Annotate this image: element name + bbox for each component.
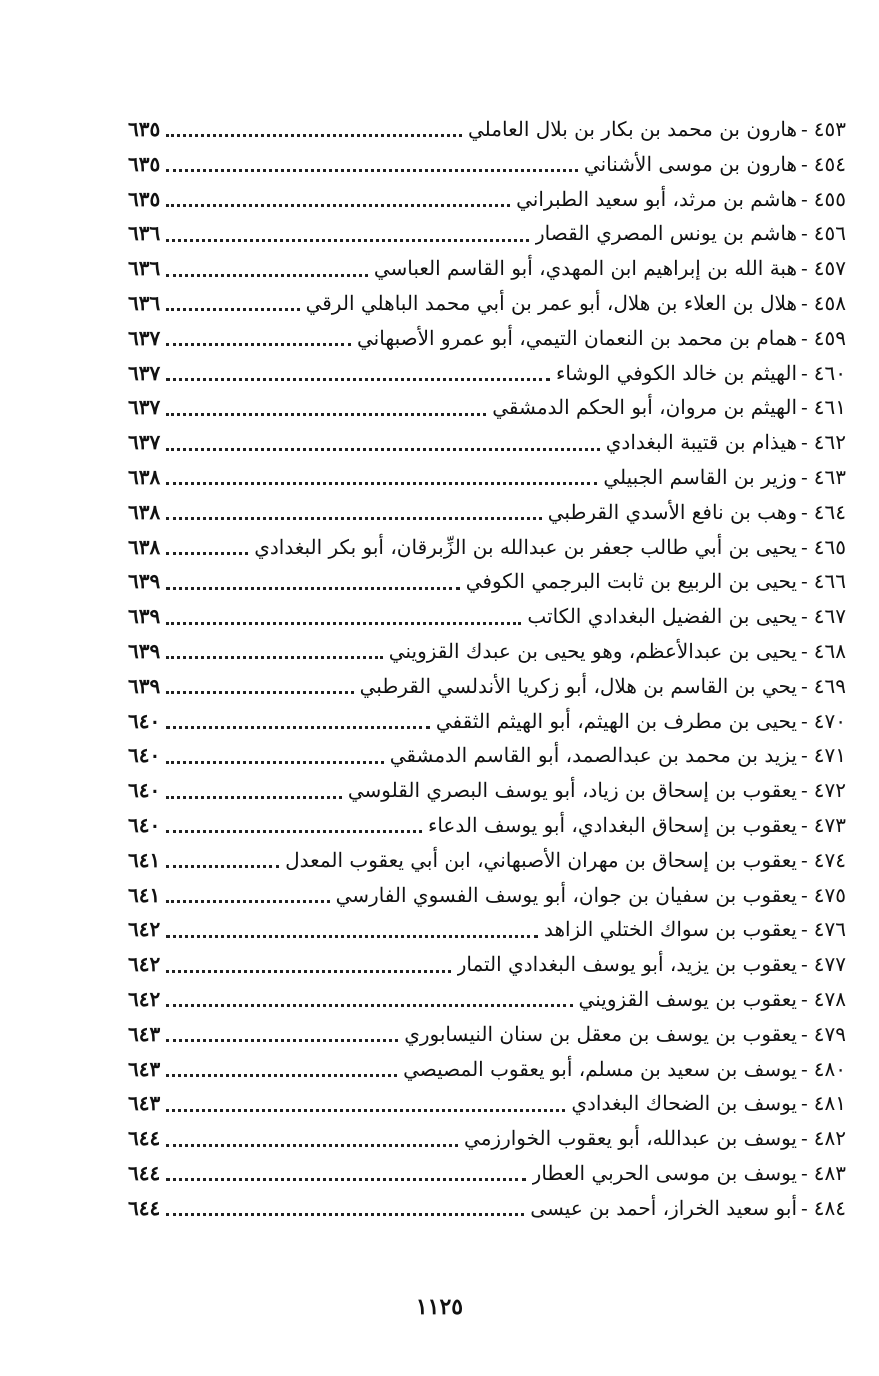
entry-title: يحيى بن الربيع بن ثابت البرجمي الكوفي — [465, 569, 797, 594]
entry-page-number: ٦٤٤ — [128, 1195, 161, 1220]
toc-entry — [128, 808, 846, 843]
entry-separator: - — [801, 290, 808, 315]
entry-number: ٤٨١ — [813, 1091, 846, 1116]
dot-leader — [166, 1177, 525, 1181]
entry-number: ٤٥٦ — [813, 221, 846, 246]
entry-page-number: ٦٤٤ — [128, 1160, 161, 1185]
entry-page-number: ٦٤٢ — [128, 986, 161, 1011]
toc-entry — [128, 216, 846, 251]
entry-page-number: ٦٣٧ — [128, 430, 161, 455]
entry-separator: - — [801, 151, 808, 176]
entry-page-number: ٦٣٥ — [128, 186, 161, 211]
entry-number: ٤٧٨ — [813, 986, 846, 1011]
toc-entry — [128, 321, 846, 356]
entry-separator: - — [801, 360, 808, 385]
entry-separator: - — [801, 1021, 808, 1046]
entry-separator: - — [801, 882, 808, 907]
entry-title: الهيثم بن خالد الكوفي الوشاء — [555, 360, 797, 385]
page-number: ١١٢٥ — [415, 1294, 464, 1320]
toc-entry — [128, 599, 846, 634]
dot-leader — [166, 377, 550, 381]
entry-title: يوسف بن الضحاك البغدادي — [571, 1091, 797, 1116]
dot-leader — [166, 1003, 572, 1007]
entry-title: يحيى بن مطرف بن الهيثم، أبو الهيثم الثقفي — [435, 708, 797, 733]
dot-leader — [166, 203, 510, 207]
toc-entry — [128, 182, 846, 217]
entry-title: يحي بن القاسم بن هلال، أبو زكريا الأندلسي القرطبي — [359, 673, 797, 698]
toc-entry — [128, 1191, 846, 1226]
entry-title: وزير بن القاسم الجبيلي — [603, 464, 797, 489]
dot-leader — [166, 1212, 524, 1216]
entry-separator: - — [801, 812, 808, 837]
entry-separator: - — [801, 778, 808, 803]
entry-title: هاشم بن مرثد، أبو سعيد الطبراني — [516, 186, 797, 211]
toc-entry — [128, 564, 846, 599]
entry-number: ٤٨٢ — [813, 1126, 846, 1151]
toc-entry — [128, 738, 846, 773]
entry-number: ٤٧٩ — [813, 1021, 846, 1046]
toc-entry — [128, 1017, 846, 1052]
entry-separator: - — [801, 708, 808, 733]
entry-page-number: ٦٣٥ — [128, 117, 161, 141]
entry-title: يعقوب بن إسحاق بن زياد، أبو يوسف البصري القلوسي — [347, 778, 797, 803]
dot-leader — [166, 1143, 458, 1147]
entry-number: ٤٨٤ — [813, 1195, 846, 1220]
entry-separator: - — [801, 986, 808, 1011]
entry-number: ٤٧٥ — [813, 882, 846, 907]
dot-leader — [166, 1073, 397, 1077]
toc-entry — [128, 947, 846, 982]
entry-number: ٤٧٣ — [813, 812, 846, 837]
entry-page-number: ٦٤٠ — [128, 778, 161, 803]
entry-page-number: ٦٣٦ — [128, 256, 161, 281]
toc-entry — [128, 530, 846, 565]
dot-leader — [166, 899, 329, 903]
entry-number: ٤٧٧ — [813, 952, 846, 977]
entry-page-number: ٦٤٢ — [128, 952, 161, 977]
entry-page-number: ٦٣٧ — [128, 395, 161, 420]
entry-separator: - — [801, 1091, 808, 1116]
dot-leader — [166, 586, 459, 590]
entry-page-number: ٦٣٩ — [128, 638, 161, 663]
entry-separator: - — [801, 430, 808, 455]
entry-number: ٤٦٢ — [813, 430, 846, 455]
entry-title: يوسف بن سعيد بن مسلم، أبو يعقوب المصيصي — [403, 1056, 797, 1081]
entry-page-number: ٦٣٩ — [128, 569, 161, 594]
entry-page-number: ٦٣٨ — [128, 534, 161, 559]
entry-separator: - — [801, 569, 808, 594]
dot-leader — [166, 725, 430, 729]
entry-separator: - — [801, 1126, 808, 1151]
entry-number: ٤٦١ — [813, 395, 846, 420]
entry-page-number: ٦٣٦ — [128, 221, 161, 246]
entry-separator: - — [801, 464, 808, 489]
entry-number: ٤٧٦ — [813, 917, 846, 942]
entry-title: يعقوب بن يزيد، أبو يوسف البغدادي التمار — [456, 952, 797, 977]
entry-title: يوسف بن عبدالله، أبو يعقوب الخوارزمي — [464, 1126, 797, 1151]
entry-title: يعقوب بن يوسف القزويني — [578, 986, 797, 1011]
entry-number: ٤٧٠ — [813, 708, 846, 733]
entry-separator: - — [801, 325, 808, 350]
entry-title: يعقوب بن سواك الختلي الزاهد — [543, 917, 797, 942]
entry-number: ٤٦٣ — [813, 464, 846, 489]
entry-separator: - — [801, 847, 808, 872]
entry-page-number: ٦٣٨ — [128, 464, 161, 489]
entry-separator: - — [801, 952, 808, 977]
toc-entry — [128, 112, 846, 147]
entry-number: ٤٦٦ — [813, 569, 846, 594]
entry-title: هلال بن العلاء بن هلال، أبو عمر بن أبي محمد الباهلي الرقي — [305, 290, 797, 315]
entry-page-number: ٦٣٦ — [128, 290, 161, 315]
dot-leader — [166, 447, 600, 451]
entry-page-number: ٦٤٠ — [128, 812, 161, 837]
dot-leader — [166, 412, 486, 416]
entry-title: هيذام بن قتيبة البغدادي — [605, 430, 797, 455]
dot-leader — [166, 969, 450, 973]
entry-separator: - — [801, 117, 808, 141]
dot-leader — [166, 481, 597, 485]
entry-page-number: ٦٤٠ — [128, 743, 161, 768]
entry-page-number: ٦٣٧ — [128, 325, 161, 350]
entry-page-number: ٦٤٣ — [128, 1091, 161, 1116]
entry-page-number: ٦٤٣ — [128, 1021, 161, 1046]
entry-separator: - — [801, 743, 808, 768]
dot-leader — [166, 551, 248, 555]
entry-title: وهب بن نافع الأسدي القرطبي — [547, 499, 797, 524]
entry-title: هاشم بن يونس المصري القصار — [534, 221, 797, 246]
entry-number: ٤٨٣ — [813, 1160, 846, 1185]
dot-leader — [166, 621, 521, 625]
toc-entry — [128, 251, 846, 286]
entry-number: ٤٥٩ — [813, 325, 846, 350]
entry-separator: - — [801, 221, 808, 246]
dot-leader — [166, 1108, 565, 1112]
toc-entry — [128, 425, 846, 460]
toc-entry — [128, 704, 846, 739]
toc-entry — [128, 1052, 846, 1087]
entry-title: هارون بن محمد بن بكار بن بلال العاملي — [468, 117, 797, 141]
entry-number: ٤٦٩ — [813, 673, 846, 698]
entry-number: ٤٥٥ — [813, 186, 846, 211]
entry-title: يعقوب بن يوسف بن معقل بن سنان النيسابوري — [404, 1021, 797, 1046]
entry-separator: - — [801, 1160, 808, 1185]
toc-entry — [128, 495, 846, 530]
toc-entry — [128, 147, 846, 182]
toc-entry — [128, 1086, 846, 1121]
entry-title: هارون بن موسى الأشناني — [583, 151, 797, 176]
dot-leader — [166, 795, 342, 799]
entry-number: ٤٦٥ — [813, 534, 846, 559]
entry-separator: - — [801, 395, 808, 420]
entry-separator: - — [801, 256, 808, 281]
entry-number: ٤٨٠ — [813, 1056, 846, 1081]
entry-title: يزيد بن محمد بن عبدالصمد، أبو القاسم الدمشقي — [389, 743, 797, 768]
entry-title: يحيى بن الفضيل البغدادي الكاتب — [527, 604, 797, 629]
entry-number: ٤٥٧ — [813, 256, 846, 281]
entry-page-number: ٦٣٥ — [128, 151, 161, 176]
table-of-contents — [128, 112, 846, 1226]
entry-page-number: ٦٤٤ — [128, 1126, 161, 1151]
entry-separator: - — [801, 1195, 808, 1220]
entry-number: ٤٥٤ — [813, 151, 846, 176]
dot-leader — [166, 307, 299, 311]
entry-number: ٤٧٢ — [813, 778, 846, 803]
dot-leader — [166, 168, 578, 172]
dot-leader — [166, 273, 368, 277]
entry-separator: - — [801, 638, 808, 663]
entry-title: يعقوب بن سفيان بن جوان، أبو يوسف الفسوي الفارسي — [335, 882, 797, 907]
entry-number: ٤٧١ — [813, 743, 846, 768]
toc-entry — [128, 982, 846, 1017]
toc-entry — [128, 286, 846, 321]
toc-entry — [128, 773, 846, 808]
entry-number: ٤٥٨ — [813, 290, 846, 315]
toc-entry — [128, 669, 846, 704]
entry-separator: - — [801, 499, 808, 524]
entry-title: يعقوب بن إسحاق البغدادي، أبو يوسف الدعاء — [427, 812, 797, 837]
toc-entry — [128, 878, 846, 913]
entry-number: ٤٧٤ — [813, 847, 846, 872]
dot-leader — [166, 133, 462, 137]
dot-leader — [166, 238, 529, 242]
toc-entry — [128, 1121, 846, 1156]
entry-separator: - — [801, 673, 808, 698]
entry-title: أبو سعيد الخراز، أحمد بن عيسى — [530, 1195, 797, 1220]
entry-page-number: ٦٣٩ — [128, 673, 161, 698]
entry-number: ٤٥٣ — [813, 117, 846, 141]
entry-number: ٤٦٠ — [813, 360, 846, 385]
entry-title: هبة الله بن إبراهيم ابن المهدي، أبو القاسم العباسي — [373, 256, 797, 281]
entry-title: يحيى بن عبدالأعظم، وهو يحيى بن عبدك القزويني — [388, 638, 797, 663]
dot-leader — [166, 760, 383, 764]
entry-separator: - — [801, 186, 808, 211]
entry-page-number: ٦٣٧ — [128, 360, 161, 385]
toc-entry — [128, 356, 846, 391]
entry-page-number: ٦٤٣ — [128, 1056, 161, 1081]
dot-leader — [166, 1038, 398, 1042]
entry-title: يوسف بن موسى الحربي العطار — [531, 1160, 797, 1185]
entry-title: الهيثم بن مروان، أبو الحكم الدمشقي — [492, 395, 797, 420]
entry-title: همام بن محمد بن النعمان التيمي، أبو عمرو الأصبهاني — [357, 325, 797, 350]
entry-page-number: ٦٤٠ — [128, 708, 161, 733]
dot-leader — [166, 342, 351, 346]
dot-leader — [166, 829, 422, 833]
toc-entry — [128, 390, 846, 425]
entry-page-number: ٦٤١ — [128, 847, 161, 872]
entry-title: يعقوب بن إسحاق بن مهران الأصبهاني، ابن أبي يعقوب المعدل — [285, 847, 797, 872]
entry-title: يحيى بن أبي طالب جعفر بن عبدالله بن الزِّبرقان، أبو بكر البغدادي — [254, 534, 797, 559]
entry-separator: - — [801, 1056, 808, 1081]
entry-page-number: ٦٤٢ — [128, 917, 161, 942]
entry-number: ٤٦٤ — [813, 499, 846, 524]
entry-page-number: ٦٣٨ — [128, 499, 161, 524]
dot-leader — [166, 516, 542, 520]
entry-separator: - — [801, 917, 808, 942]
entry-page-number: ٦٤١ — [128, 882, 161, 907]
entry-page-number: ٦٣٩ — [128, 604, 161, 629]
entry-number: ٤٦٧ — [813, 604, 846, 629]
dot-leader — [166, 864, 279, 868]
toc-entry — [128, 634, 846, 669]
toc-entry — [128, 843, 846, 878]
toc-entry — [128, 912, 846, 947]
toc-entry — [128, 1156, 846, 1191]
dot-leader — [166, 690, 353, 694]
entry-separator: - — [801, 534, 808, 559]
entry-number: ٤٦٨ — [813, 638, 846, 663]
entry-separator: - — [801, 604, 808, 629]
dot-leader — [166, 655, 383, 659]
dot-leader — [166, 934, 538, 938]
toc-entry — [128, 460, 846, 495]
